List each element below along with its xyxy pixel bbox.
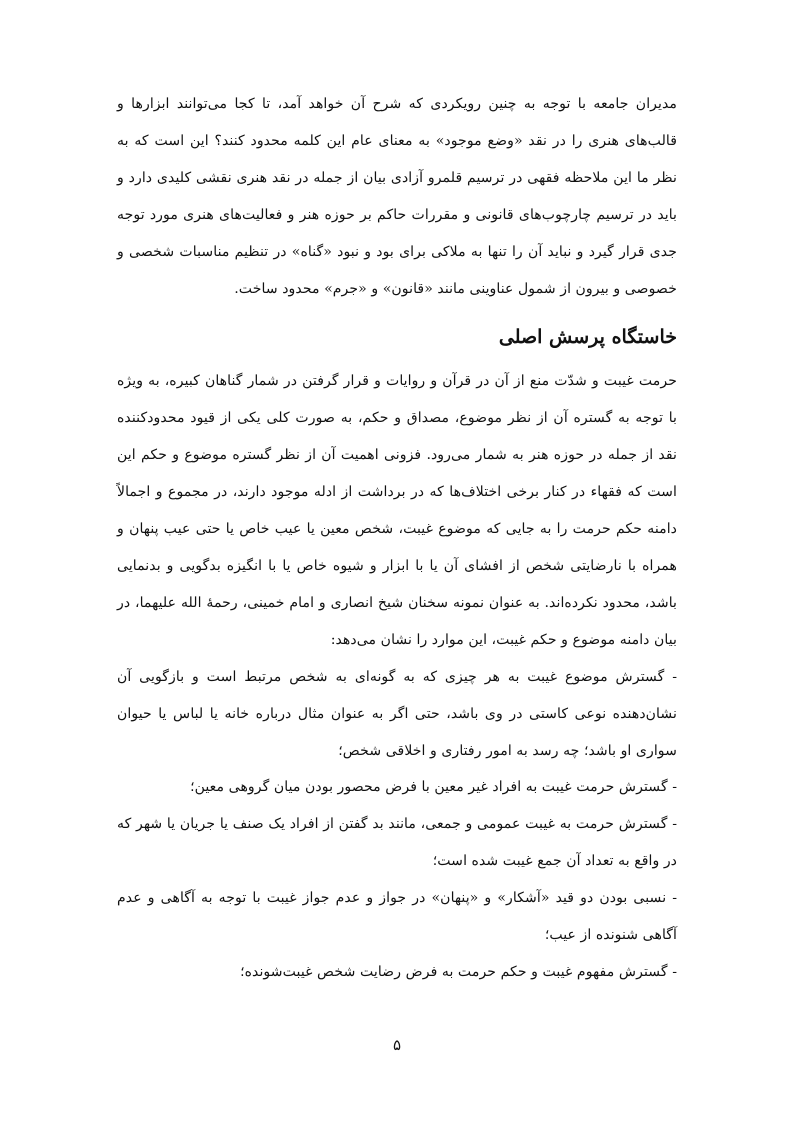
page-number: ۵ [392, 1036, 402, 1054]
bullet-list [117, 659, 677, 991]
section-heading: خاستگاه پرسش اصلی [498, 326, 677, 349]
list-item: - گسترش حرمت به غیبت عمومی و جمعی، مانند بد گفتن از افراد یک صنف یا جریان یا شهر که در واقع به تعداد آن جمع غیبت شده است؛ [117, 816, 677, 870]
intro-paragraph: مدیران جامعه با توجه به چنین رویکردی که شرح آن خواهد آمد، تا کجا می‌توانند ابزارها و قالب‌های هنری را در نقد «وضع موجود» به معنای عام این کلمه محدود کنند؟ این است که به نظر ما این ملاحظه فقهی در ترسیم قلمرو آزادی بیان از جمله در نقد هنری نقشی کلیدی دارد و باید در ترسیم چارچوب‌های قانونی و مقررات حاکم بر حوزه هنر و فعالیت‌های هنری مورد توجه جدی قرار گیرد و نباید آن را تنها به ملاکی برای بود و نبود «گناه» در تنظیم مناسبات شخصی و خصوصی و بیرون از شمول عناوینی مانند «قانون» و «جرم» محدود ساخت. [117, 96, 677, 297]
list-item: - نسبی بودن دو قید «آشکار» و «پنهان» در جواز و عدم جواز غیبت با توجه به آگاهی و عدم آگاهی شنونده از عیب؛ [117, 890, 677, 944]
section-paragraph: حرمت غیبت و شدّت منع از آن در قرآن و روایات و قرار گرفتن در شمار گناهان کبیره، به ویژه با توجه به گستره آن از نظر موضوع، مصداق و حکم، به صورت کلی یکی از قیود محدودکننده نقد از جمله در حوزه هنر به شمار می‌رود. فزونی اهمیت آن از نظر گستره موضوع و حکم این است که فقهاء در کنار برخی اختلاف‌ها که در برداشت از ادله موجود دارند، در مجموع و اجمالاً دامنه حکم حرمت را به جایی که موضوع غیبت، شخص معین یا عیب خاص یا حتی عیب پنهان و همراه با نارضایتی شخص از افشای آن یا با ابزار و شیوه خاص یا با انگیزه بدگویی و بدنمایی باشد، محدود نکرده‌اند. به عنوان نمونه سخنان شیخ انصاری و امام خمینی، رحمهٔ الله علیهما، در بیان دامنه موضوع و حکم غیبت، این موارد را نشان می‌دهد: [117, 373, 677, 648]
list-item: - گسترش موضوع غیبت به هر چیزی که به گونه‌ای به شخص مرتبط است و بازگویی آن نشان‌دهنده نوعی کاستی در وی باشد، حتی اگر به عنوان مثال درباره خانه یا لباس یا حیوان سواری او باشد؛ چه رسد به امور رفتاری و اخلاقی شخص؛ [117, 668, 677, 759]
page-body [117, 86, 677, 991]
list-item: - گسترش مفهوم غیبت و حکم حرمت به فرض رضایت شخص غیبت‌شونده؛ [240, 963, 677, 980]
list-item: - گسترش حرمت غیبت به افراد غیر معین با فرض محصور بودن میان گروهی معین؛ [190, 779, 677, 796]
